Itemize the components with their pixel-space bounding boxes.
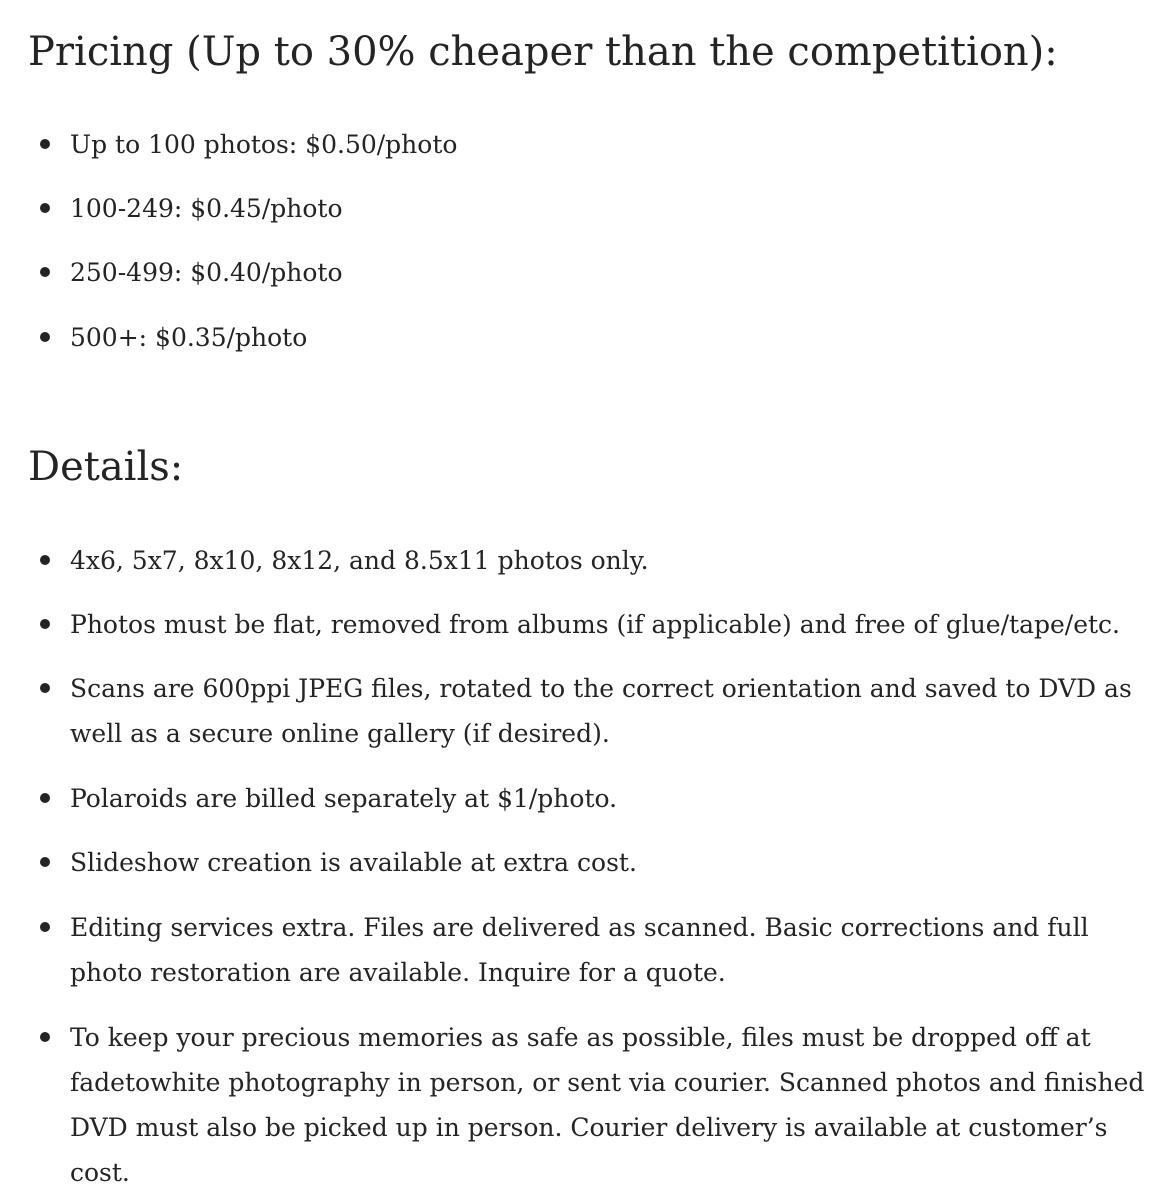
- pricing-item-text: Up to 100 photos: $0.50/photo: [70, 130, 458, 159]
- bullet-icon: [40, 793, 50, 803]
- pricing-item-text: 100-249: $0.45/photo: [70, 194, 343, 223]
- pricing-list-item: [28, 186, 1148, 231]
- bullet-icon: [40, 139, 50, 149]
- bullet-icon: [40, 332, 50, 342]
- bullet-icon: [40, 203, 50, 213]
- details-list-item: [28, 840, 1148, 885]
- pricing-item-text: 250-499: $0.40/photo: [70, 258, 343, 287]
- details-list-item: [28, 905, 1148, 995]
- details-item-text: 4x6, 5x7, 8x10, 8x12, and 8.5x11 photos only.: [70, 546, 649, 575]
- details-list-item: [28, 602, 1148, 647]
- bullet-icon: [40, 683, 50, 693]
- details-item-text: Photos must be flat, removed from albums (if applicable) and free of glue/tape/etc.: [70, 610, 1120, 639]
- bullet-icon: [40, 922, 50, 932]
- details-heading: Details:: [28, 444, 184, 490]
- pricing-list-item: [28, 315, 1148, 360]
- pricing-item-text: 500+: $0.35/photo: [70, 323, 308, 352]
- details-list-item: [28, 1015, 1148, 1195]
- details-list-item: [28, 538, 1148, 583]
- pricing-list-item: [28, 122, 1148, 167]
- details-item-text: Polaroids are billed separately at $1/photo.: [70, 784, 618, 813]
- details-item-text: To keep your precious memories as safe as possible, files must be dropped off at fadetowhite photography in person, or sent via courier. Scanned photos and finished DVD must also be picked up in person. Courier delivery is available at customer’s cost.: [70, 1023, 1145, 1187]
- bullet-icon: [40, 857, 50, 867]
- pricing-heading: Pricing (Up to 30% cheaper than the competition):: [28, 29, 1058, 75]
- pricing-list-item: [28, 250, 1148, 295]
- bullet-icon: [40, 267, 50, 277]
- bullet-icon: [40, 1032, 50, 1042]
- details-item-text: Editing services extra. Files are delivered as scanned. Basic corrections and full photo restoration are available. Inquire for a quote.: [70, 913, 1089, 987]
- details-item-text: Slideshow creation is available at extra cost.: [70, 848, 637, 877]
- bullet-icon: [40, 555, 50, 565]
- bullet-icon: [40, 619, 50, 629]
- details-list-item: [28, 666, 1148, 756]
- details-item-text: Scans are 600ppi JPEG files, rotated to the correct orientation and saved to DVD as well as a secure online gallery (if desired).: [70, 674, 1132, 748]
- details-list-item: [28, 776, 1148, 821]
